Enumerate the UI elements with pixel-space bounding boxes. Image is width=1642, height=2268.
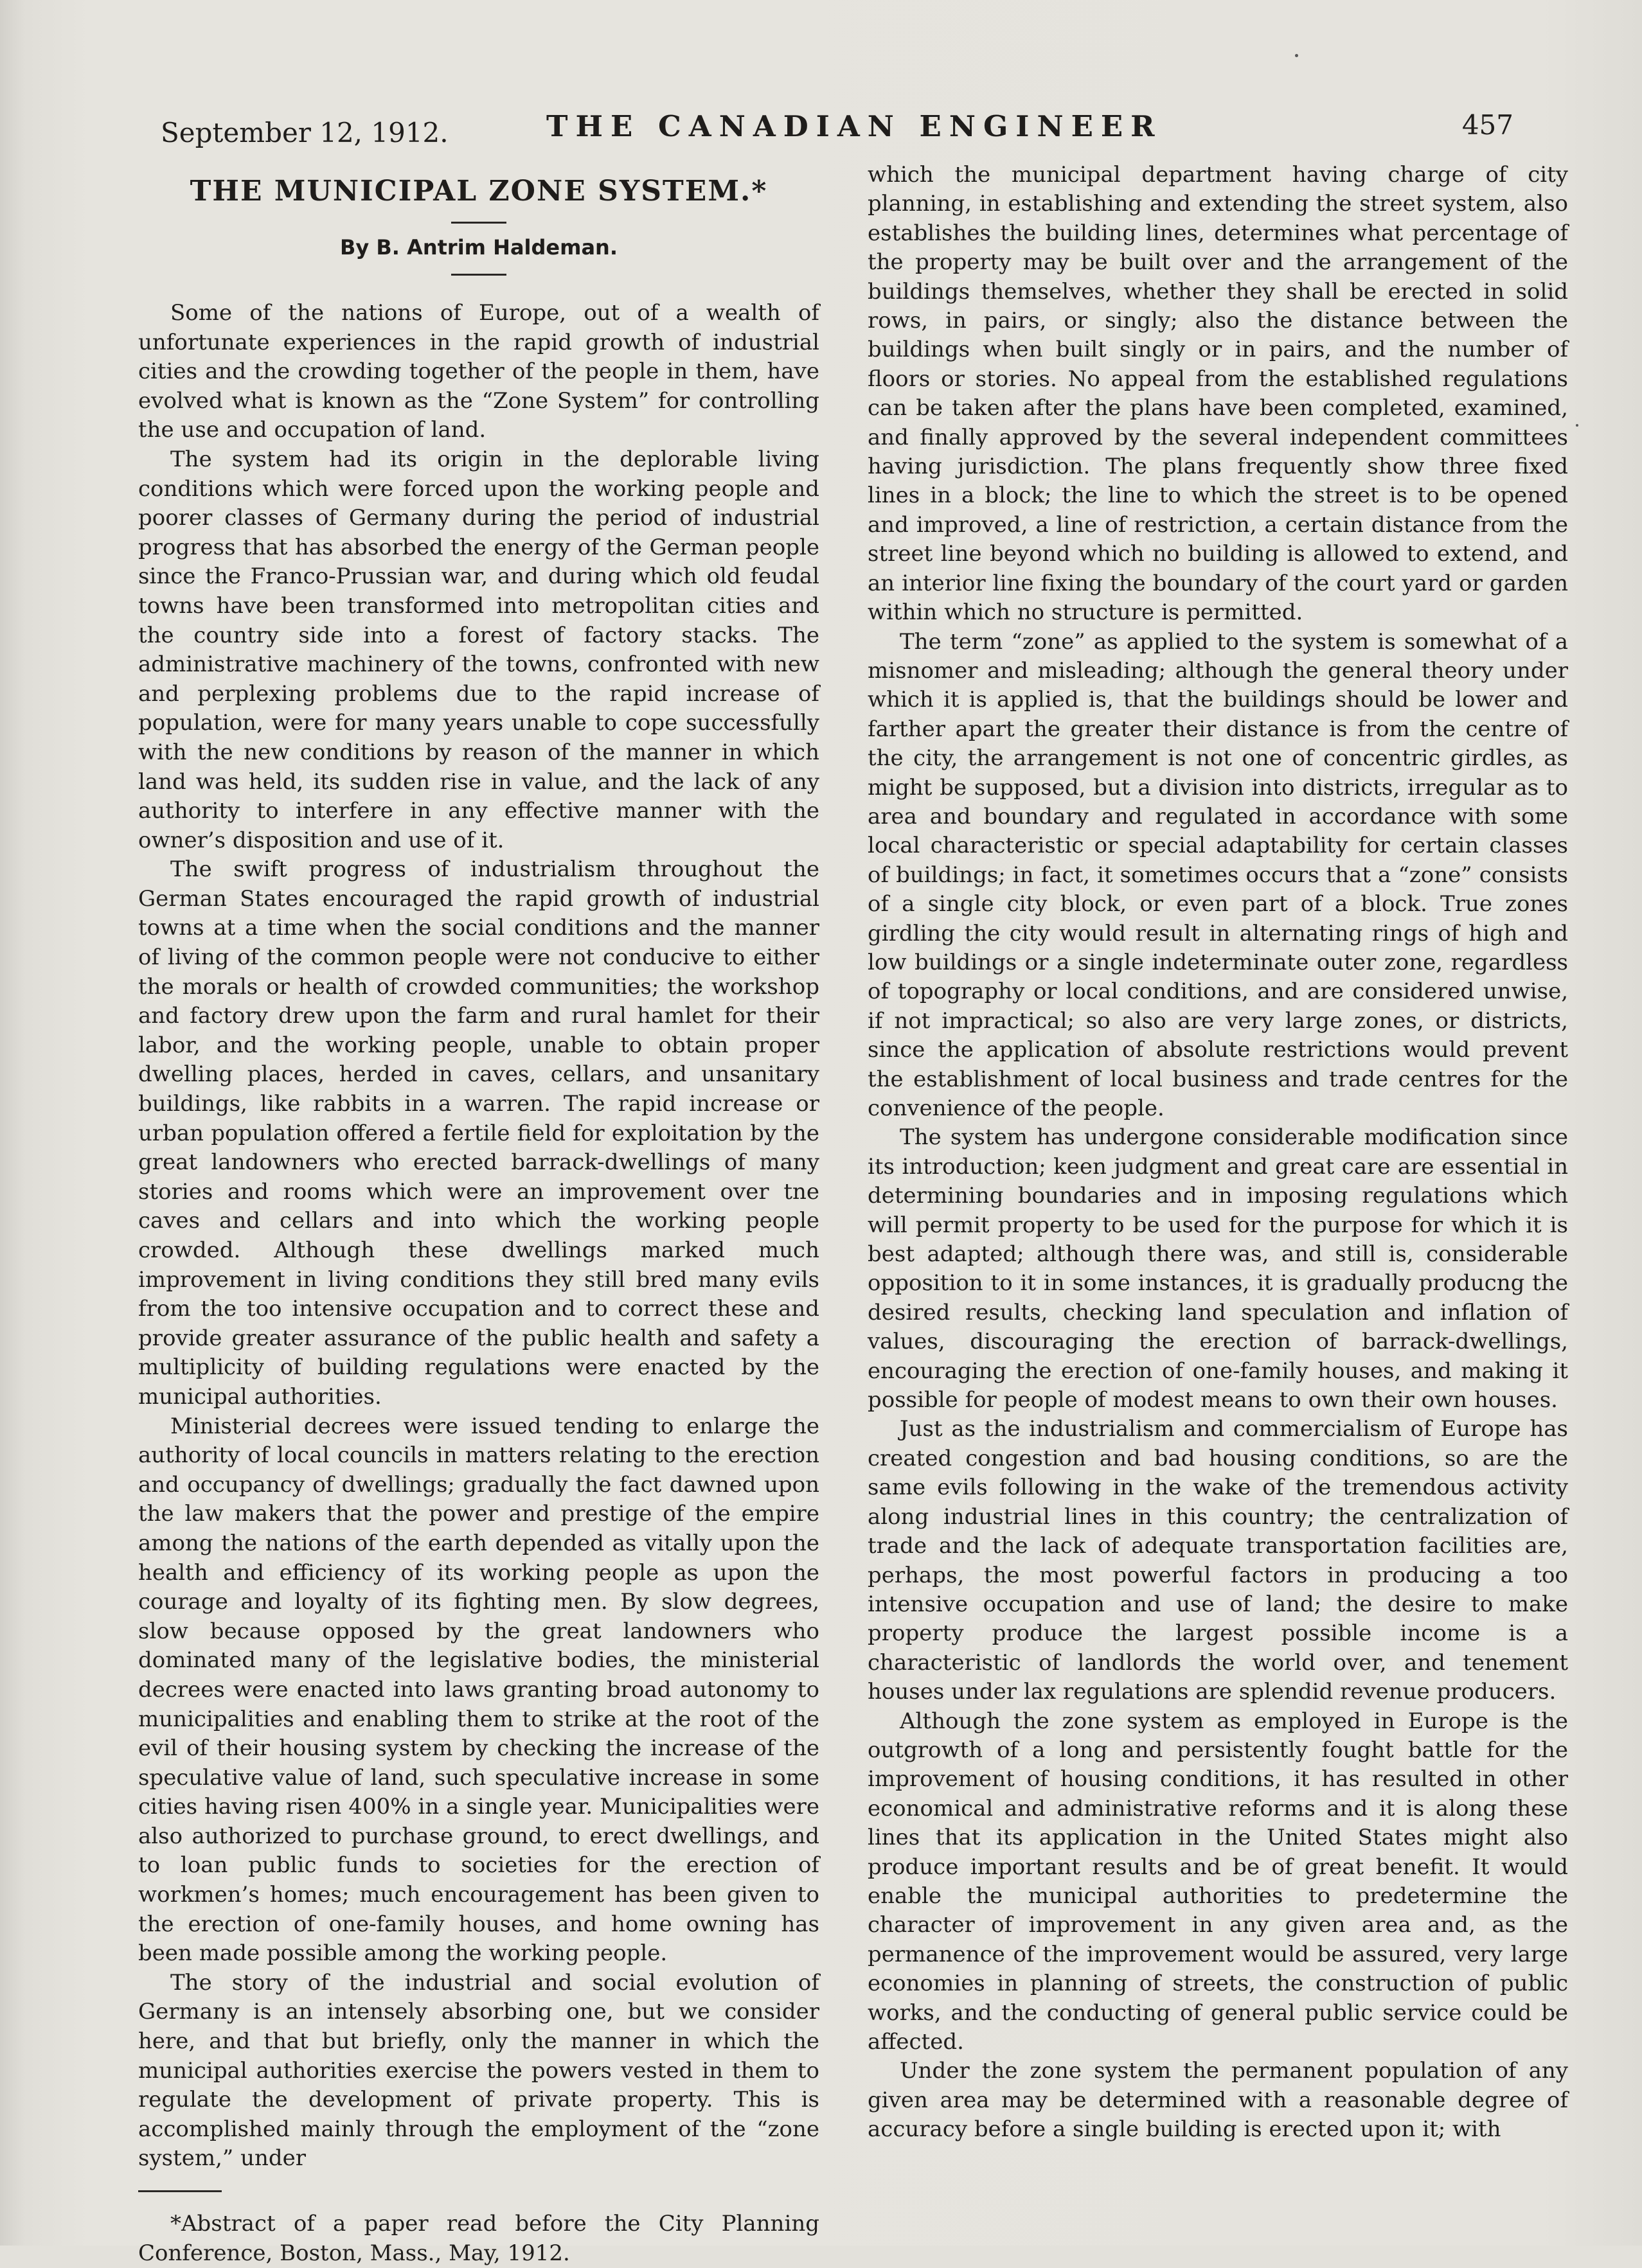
paragraph: Some of the nations of Europe, out of a wealth of unfortunate experiences in the rapid growth of industrial cities and the crowding together of the people in them, have evolved what is known as the “Zone System” for controlling the use and occupation of land. bbox=[138, 300, 819, 443]
footnote-rule bbox=[138, 2190, 222, 2192]
issue-date: September 12, 1912. bbox=[161, 117, 449, 148]
paragraph: The system had its origin in the deplorable living conditions which were forced upon the working people and poorer classes of Germany during the period of industrial progress that has absorbed the energy of the German people since the Franco-Prussian war, and during which old feudal towns have been transformed into metropolitan cities and the country side into a forest of factory stacks. The administrative machinery of the towns, confronted with new and perplexing problems due to the rapid increase of population, were for many years unable to cope successfully with the new conditions by reason of the manner in which land was held, its sudden rise in value, and the lack of any authority to interfere in any effective manner with the owner’s disposition and use of it. bbox=[138, 446, 819, 853]
footnote: *Abstract of a paper read before the City Planning Conference, Boston, Mass., May, 1912. bbox=[138, 2211, 819, 2266]
running-head bbox=[161, 108, 1513, 153]
paper-speck bbox=[1295, 54, 1298, 57]
paragraph: Under the zone system the permanent population of any given area may be determined with a reasonable degree of accuracy before a single building is erected upon it; with bbox=[868, 2058, 1568, 2143]
paragraph: Although the zone system as employed in Europe is the outgrowth of a long and persistently fought battle for the improvement of housing conditions, it has resulted in other economical and administrative reforms and it is along these lines that its application in the United States might also produce important results and be of great benefit. It would enable the municipal authorities to predetermine the character of improvement in any given area and, as the permanence of the improvement would be assured, very large economies in planning of streets, the construction of public works, and the conducting of general public service could be affected. bbox=[868, 1708, 1568, 2055]
paragraph: Ministerial decrees were issued tending to enlarge the authority of local councils in matters relating to the erection and occupancy of dwellings; gradually the fact dawned upon the law makers that the power and prestige of the empire among the nations of the earth depended as vitally upon the health and efficiency of its working people as upon the courage and loyalty of its fighting men. By slow degrees, slow because opposed by the great landowners who dominated many of the legislative bodies, the ministerial decrees were enacted into laws granting broad autonomy to municipalities and enabling them to strike at the root of the evil of their housing system by checking the increase of the speculative value of land, such speculative increase in some cities having risen 400% in a single year. Municipalities were also authorized to purchase ground, to erect dwellings, and to loan public funds to societies for the erection of workmen’s homes; much encouragement has been given to the erection of one-family houses, and home owning has been made possible among the working people. bbox=[138, 1413, 819, 1967]
page-number: 457 bbox=[1461, 109, 1513, 141]
left-column bbox=[138, 168, 819, 2268]
right-column bbox=[868, 161, 1568, 2145]
paper-speck bbox=[1576, 424, 1578, 427]
article-title: THE MUNICIPAL ZONE SYSTEM.* bbox=[190, 175, 768, 208]
paragraph: The term “zone” as applied to the system is somewhat of a misnomer and misleading; although the general theory under which it is applied is, that the buildings should be lower and farther apart the greater their distance is from the centre of the city, the arrangement is not one of concentric girdles, as might be supposed, but a division into districts, irregular as to area and boundary and regulated in accordance with some local characteristic or special adaptability for certain classes of buildings; in fact, it sometimes occurs that a “zone” consists of a single city block, or even part of a block. True zones girdling the city would result in alternating rings of high and low buildings or a single indeterminate outer zone, regardless of topography or local conditions, and are considered unwise, if not impractical; so also are very large zones, or districts, since the application of absolute restrictions would prevent the establishment of local business and trade centres for the convenience of the people. bbox=[868, 628, 1568, 1121]
byline-rule bbox=[451, 274, 506, 276]
paragraph: which the municipal department having charge of city planning, in establishing and extending the street system, also establishes the building lines, determines what percentage of the property may be built over and the arrangement of the buildings themselves, whether they shall be erected in solid rows, in pairs, or singly; also the distance between the buildings when built singly or in pairs, and the number of floors or stories. No appeal from the established regulations can be taken after the plans have been completed, examined, and finally approved by the several independent committees having jurisdiction. The plans frequently show three fixed lines in a block; the line to which the street is to be opened and improved, a line of restriction, a certain distance from the street line beyond which no building is allowed to extend, and an interior line fixing the boundary of the court yard or garden within which no structure is permitted. bbox=[868, 162, 1568, 626]
journal-title: THE CANADIAN ENGINEER bbox=[546, 109, 1163, 143]
paragraph: Just as the industrialism and commercialism of Europe has created congestion and bad housing conditions, so are the same evils following in the wake of the tremendous activity along industrial lines in this country; the centralization of trade and the lack of adequate transportation facilities are, perhaps, the most powerful factors in producing a too intensive occupation and use of land; the desire to make property produce the largest possible income is a characteristic of landlords the world over, and tenement houses under lax regulations are splendid revenue producers. bbox=[868, 1416, 1568, 1705]
paragraph: The system has undergone considerable modification since its introduction; keen judgment and great care are essential in determining boundaries and in imposing regulations which will permit property to be used for the purpose for which it is best adapted; although there was, and still is, considerable opposition to it in some instances, it is gradually producng the desired results, checking land speculation and inflation of values, discouraging the erection of barrack-dwellings, encouraging the erection of one-family houses, and making it possible for people of modest means to own their own houses. bbox=[868, 1124, 1568, 1413]
paragraph: The story of the industrial and social evolution of Germany is an intensely absorbing one, but we consider here, and that but briefly, only the manner in which the municipal authorities exercise the powers vested in them to regulate the development of private property. This is accomplished mainly through the employment of the “zone system,” under bbox=[138, 1969, 819, 2172]
byline: By B. Antrim Haldeman. bbox=[340, 235, 618, 260]
title-rule bbox=[451, 222, 506, 224]
paragraph: The swift progress of industrialism throughout the German States encouraged the rapid growth of industrial towns at a time when the social conditions and the manner of living of the common people were not conducive to either the morals or health of crowded communities; the workshop and factory drew upon the farm and rural hamlet for their labor, and the working people, unable to obtain proper dwelling places, herded in caves, cellars, and unsanitary buildings, like rabbits in a warren. The rapid increase or urban population offered a fertile field for exploitation by the great landowners who erected barrack-dwellings of many stories and rooms which were an improvement over tne caves and cellars and into which the working people crowded. Although these dwellings marked much improvement in living conditions they still bred many evils from the too intensive occupation and to correct these and provide greater assurance of the public health and safety a multiplicity of building regulations were enacted by the municipal authorities. bbox=[138, 856, 819, 1410]
